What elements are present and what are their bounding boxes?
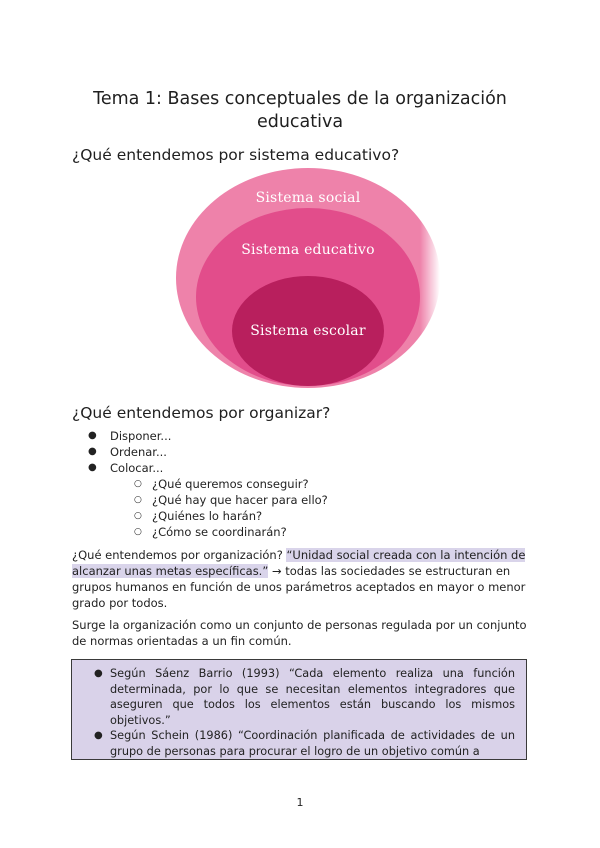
definitions-list [72, 660, 526, 759]
heading-sistema-educativo: ¿Qué entendemos por sistema educativo? [72, 146, 400, 164]
sublist-item: ○ ¿Cómo se coordinarán? [134, 525, 287, 539]
organizacion-paragraph: ¿Qué entendemos por organización? “Unidad social creada con la intención de alcanzar unas metas específicas.” → todas las sociedades se estructuran en grupos humanos en función de unos parámetros aceptados en mayor o menor grado por todos. [72, 548, 526, 610]
organizar-list [88, 428, 328, 540]
circle-bullet-icon: ○ [134, 495, 142, 505]
list-item: ● Colocar... ○ ¿Qué queremos conseguir? ○ ¿Qué hay que hacer para ello? ○ ¿Quiénes lo harán? ○ ¿Cómo se coordinarán? [88, 461, 328, 539]
highlighted-definition: “Unidad social creada con la intención de alcanzar unas metas específicas.” [72, 548, 526, 578]
bullet-icon: ● [94, 668, 103, 679]
organizacion-surge-paragraph: Surge la organización como un conjunto de personas regulada por un conjunto de normas orientadas a un fin común. [72, 618, 527, 648]
heading-organizar: ¿Qué entendemos por organizar? [72, 404, 331, 422]
organizar-sublist [134, 476, 328, 540]
sublist-item: ○ ¿Qué queremos conseguir? [134, 477, 309, 491]
label-sistema-social: Sistema social [255, 190, 361, 206]
bullet-icon: ● [88, 446, 97, 457]
bullet-icon: ● [88, 430, 97, 441]
page-number: 1 [296, 796, 304, 809]
sublist-item: ○ ¿Quiénes lo harán? [134, 509, 263, 523]
bullet-icon: ● [88, 462, 97, 473]
circle-bullet-icon: ○ [134, 511, 142, 521]
nested-systems-diagram [176, 168, 440, 388]
definition-item: ● Según Schein (1986) “Coordinación planificada de actividades de un grupo de personas para procurar el logro de un objetivo común a [94, 729, 515, 758]
list-item: ● Ordenar... [88, 445, 167, 459]
circle-bullet-icon: ○ [134, 527, 142, 537]
definitions-box [71, 659, 527, 760]
page-title: Tema 1: Bases conceptuales de la organización educativa [93, 89, 507, 132]
list-item: ● Disponer... [88, 429, 172, 443]
definition-item: ● Según Sáenz Barrio (1993) “Cada elemento realiza una función determinada, por lo que se necesitan elementos integradores que aseguren que todos los elementos están buscando los mismos objetivos.” [94, 667, 515, 727]
bullet-icon: ● [94, 730, 103, 741]
label-sistema-educativo: Sistema educativo [241, 242, 375, 258]
label-sistema-escolar: Sistema escolar [250, 323, 366, 339]
circle-bullet-icon: ○ [134, 479, 142, 489]
sublist-item: ○ ¿Qué hay que hacer para ello? [134, 493, 328, 507]
